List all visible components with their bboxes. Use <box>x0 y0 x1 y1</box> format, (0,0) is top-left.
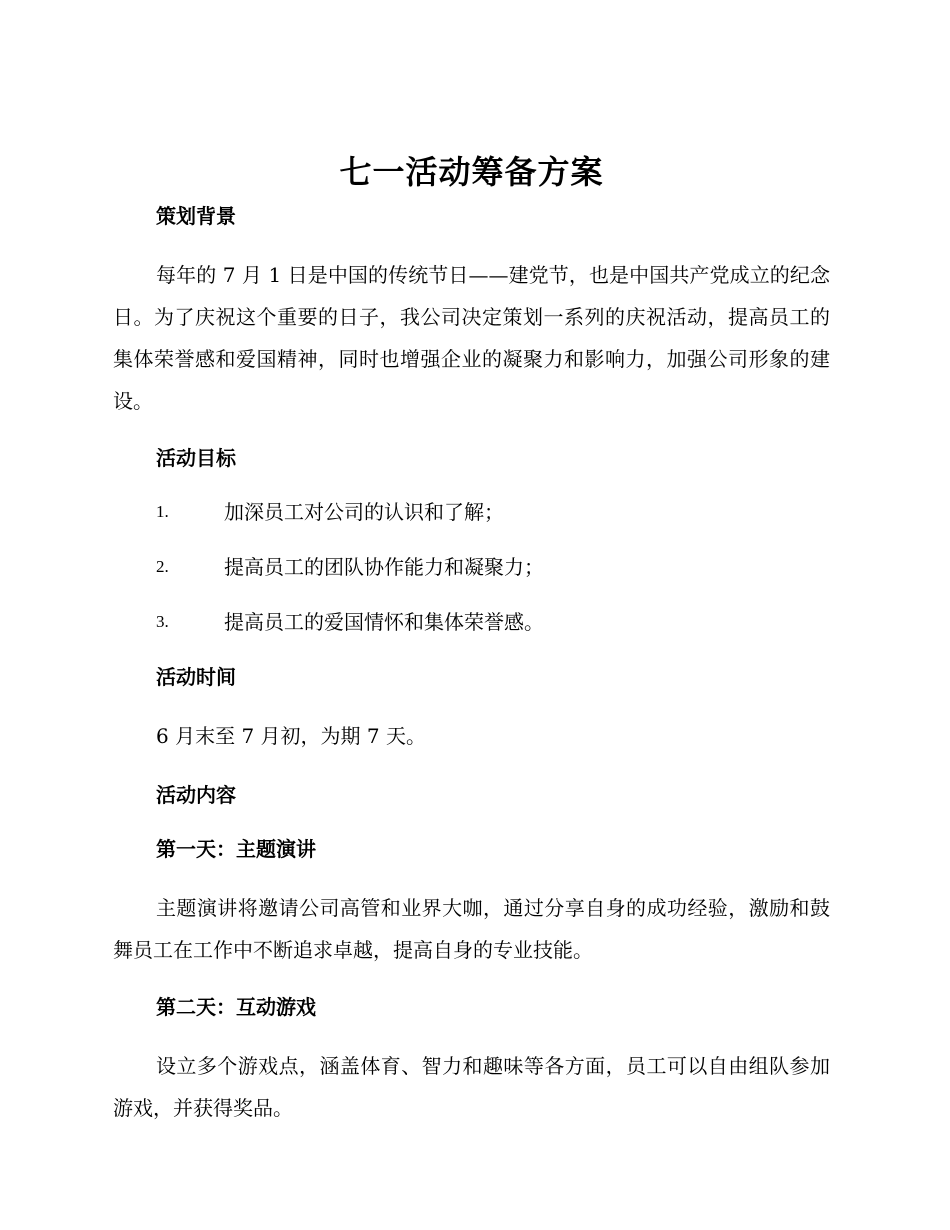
background-paragraph: 每年的 7 月 1 日是中国的传统节日——建党节，也是中国共产党成立的纪念日。为了庆祝这个重要的日子，我公司决定策划一系列的庆祝活动，提高员工的集体荣誉感和爱国精神，同时也增强企业的凝聚力和影响力，加强公司形象的建设。 <box>113 263 830 413</box>
list-item <box>113 496 830 528</box>
list-item <box>113 551 830 583</box>
list-item-number: 1. <box>156 502 169 521</box>
list-item-number: 3. <box>156 612 169 631</box>
goals-list <box>113 496 830 638</box>
subsection-heading-day2: 第二天：互动游戏 <box>156 995 316 1019</box>
section-heading-goals: 活动目标 <box>156 446 236 470</box>
subsection-heading-day1: 第一天：主题演讲 <box>156 837 316 861</box>
list-item-text: 提高员工的团队协作能力和凝聚力； <box>224 555 544 579</box>
section-heading-time: 活动时间 <box>156 665 236 689</box>
day2-paragraph: 设立多个游戏点，涵盖体育、智力和趣味等各方面，员工可以自由组队参加游戏，并获得奖品。 <box>113 1054 830 1120</box>
section-heading-content: 活动内容 <box>156 783 236 807</box>
document-body <box>113 150 830 1149</box>
time-paragraph: 6 月末至 7 月初，为期 7 天。 <box>156 724 426 748</box>
section-heading-background: 策划背景 <box>156 204 236 228</box>
list-item-number: 2. <box>156 557 169 576</box>
list-item-text: 提高员工的爱国情怀和集体荣誉感。 <box>224 610 544 634</box>
document-title: 七一活动筹备方案 <box>339 153 604 191</box>
list-item-text: 加深员工对公司的认识和了解； <box>224 500 504 524</box>
day1-paragraph: 主题演讲将邀请公司高管和业界大咖，通过分享自身的成功经验，激励和鼓舞员工在工作中不断追求卓越，提高自身的专业技能。 <box>113 896 830 962</box>
list-item <box>113 606 830 638</box>
